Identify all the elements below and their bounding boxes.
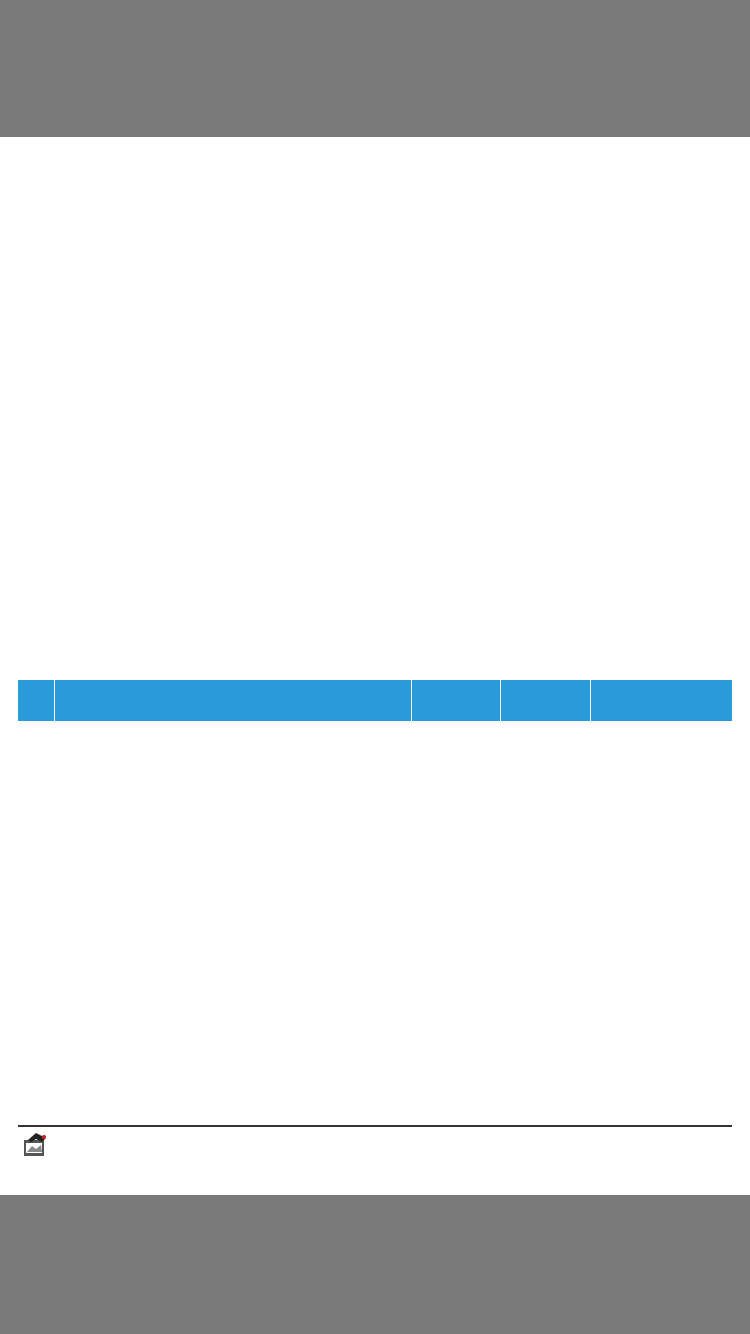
horse-logo-icon <box>20 1130 50 1160</box>
divider <box>590 680 591 721</box>
divider <box>500 680 501 721</box>
document-page <box>0 137 750 1195</box>
divider <box>54 680 55 721</box>
footer-divider <box>18 1125 732 1127</box>
dam-header-bar <box>18 680 732 721</box>
dam-description <box>56 684 428 695</box>
divider <box>411 680 412 721</box>
